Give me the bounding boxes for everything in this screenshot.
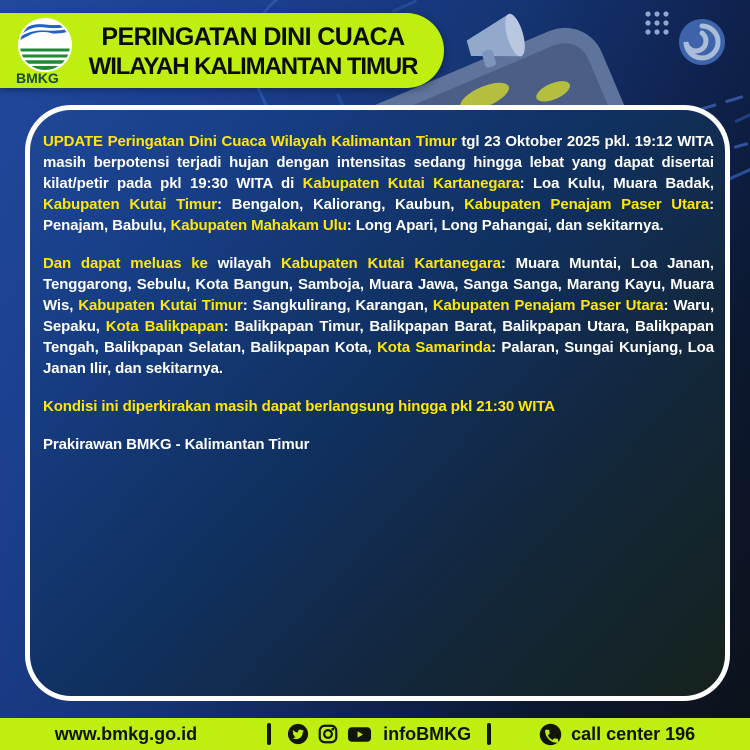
body-text: : Penajam, Babulu, bbox=[43, 196, 715, 234]
dots-grid-decoration bbox=[645, 11, 668, 34]
warning-paragraph bbox=[43, 434, 714, 455]
warning-paragraph bbox=[43, 396, 714, 417]
website-link[interactable]: www.bmkg.go.id bbox=[54, 723, 198, 744]
phone-icon bbox=[539, 723, 562, 746]
body-text: : Waru, Sepaku, bbox=[43, 297, 715, 335]
warning-paragraph bbox=[43, 253, 714, 379]
body-text: tgl 23 Oktober 2025 pkl. 19:12 WITA masih berpotensi terjadi hujan dengan intensitas sedang hingga lebat yang dapat disertai kilat/petir pada pkl 19:30 WITA di bbox=[43, 133, 714, 192]
call-center-group bbox=[539, 723, 695, 746]
body-text: : Muara Muntai, Loa Janan, Tenggarong, Sebulu, Kota Bangun, Samboja, Muara Jawa, Sanga Sanga, Marang Kayu, Muara Wis, bbox=[43, 255, 714, 314]
call-center-label: call center 196 bbox=[571, 723, 696, 744]
highlighted-text: Kota Samarinda bbox=[377, 339, 492, 356]
twitter-icon[interactable] bbox=[287, 723, 309, 745]
highlighted-text: Kota Balikpapan bbox=[105, 318, 224, 335]
highlighted-text: UPDATE Peringatan Dini Cuaca Wilayah Kalimantan Timur bbox=[43, 133, 457, 150]
body-text: : Palaran, Sungai Kunjang, Loa Janan Ilir, dan sekitarnya. bbox=[43, 339, 714, 377]
body-text: Prakirawan BMKG - Kalimantan Timur bbox=[43, 436, 310, 453]
instagram-icon[interactable] bbox=[317, 723, 339, 745]
highlighted-text: Kabupaten Penajam Paser Utara bbox=[432, 297, 664, 314]
poster-title-line1: PERINGATAN DINI CUACA bbox=[101, 22, 405, 51]
body-text: : Sangkulirang, Karangan, bbox=[242, 297, 433, 314]
cyclone-swirl-icon bbox=[679, 19, 725, 65]
body-text: : Loa Kulu, Muara Badak, bbox=[519, 175, 714, 192]
body-text: : Bengalon, Kaliorang, Kaubun, bbox=[216, 196, 465, 213]
footer-divider bbox=[267, 723, 271, 745]
highlighted-text: Kabupaten Kutai Timur bbox=[43, 196, 217, 213]
social-media-group bbox=[287, 723, 471, 745]
warning-card bbox=[25, 105, 730, 701]
highlighted-text: Kabupaten Penajam Paser Utara bbox=[464, 196, 710, 213]
bmkg-logo-text: BMKG bbox=[16, 70, 59, 85]
poster-title bbox=[74, 21, 444, 81]
warning-text bbox=[43, 131, 714, 455]
highlighted-text: Kabupaten Kutai Timur bbox=[78, 297, 243, 314]
footer-divider bbox=[487, 723, 491, 745]
bmkg-logo bbox=[14, 17, 74, 85]
highlighted-text: Kondisi ini diperkirakan masih dapat berlangsung hingga pkl 21:30 WITA bbox=[43, 398, 555, 415]
highlighted-text: Kabupaten Mahakam Ulu bbox=[170, 217, 347, 234]
warning-paragraph bbox=[43, 131, 714, 236]
body-text: wilayah bbox=[207, 255, 282, 272]
highlighted-text: Dan dapat meluas ke bbox=[43, 255, 208, 272]
poster-title-line2: WILAYAH KALIMANTAN TIMUR bbox=[88, 52, 418, 80]
body-text: : Balikpapan Timur, Balikpapan Barat, Balikpapan Utara, Balikpapan Tengah, Balikpapan Selatan, Balikpapan Kota, bbox=[43, 318, 714, 356]
youtube-icon[interactable] bbox=[347, 723, 372, 745]
header-banner bbox=[0, 13, 444, 88]
highlighted-text: Kabupaten Kutai Kartanegara bbox=[302, 175, 520, 192]
highlighted-text: Kabupaten Kutai Kartanegara bbox=[281, 255, 501, 272]
footer-bar bbox=[0, 718, 750, 750]
social-handle[interactable]: infoBMKG bbox=[383, 723, 472, 744]
body-text: : Long Apari, Long Pahangai, dan sekitarnya. bbox=[346, 217, 664, 234]
